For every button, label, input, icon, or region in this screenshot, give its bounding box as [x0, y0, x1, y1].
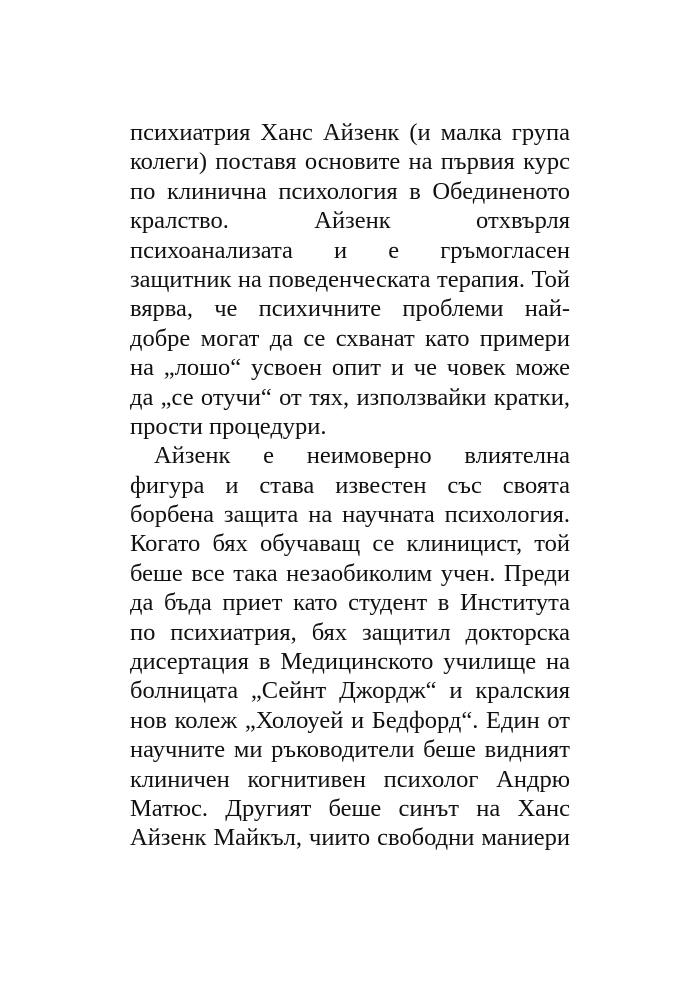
body-text	[130, 118, 570, 853]
text-line: психоанализата и е гръмогласен	[130, 236, 570, 264]
text-line: да „се отучи“ от тях, използвайки кратки,	[130, 383, 570, 411]
text-line: Айзенк е неимоверно влиятелна	[154, 442, 570, 470]
text-line: клиничен когнитивен психолог Андрю	[130, 765, 570, 793]
text-line: Айзенк Майкъл, чиито свободни маниери	[130, 824, 570, 852]
text-line: колеги) поставя основите на първия курс	[130, 148, 570, 176]
text-line: вярва, че психичните проблеми най-	[130, 295, 570, 323]
text-line: прости процедури.	[130, 412, 327, 440]
text-line: на „лошо“ усвоен опит и че човек може	[130, 354, 570, 382]
text-line: Матюс. Другият беше синът на Ханс	[130, 794, 570, 822]
text-line: болницата „Сейнт Джордж“ и кралския	[130, 677, 570, 705]
text-line: кралство. Айзенк отхвърля	[130, 207, 570, 235]
text-line: Когато бях обучаващ се клиницист, той	[130, 530, 570, 558]
text-line: нов колеж „Холоуей и Бедфорд“. Един от	[130, 706, 570, 734]
text-line: по психиатрия, бях защитил докторска	[130, 618, 570, 646]
text-line: фигура и става известен със своята	[130, 471, 570, 499]
text-line: защитник на поведенческата терапия. Той	[130, 265, 570, 293]
text-line: по клинична психология в Обединеното	[130, 177, 570, 205]
text-line: научните ми ръководители беше видният	[130, 736, 570, 764]
text-line: да бъда приет като студент в Института	[130, 589, 570, 617]
paragraph-1	[130, 118, 570, 441]
text-line: борбена защита на научната психология.	[130, 501, 570, 529]
paragraph-2	[130, 441, 570, 852]
text-line: психиатрия Ханс Айзенк (и малка група	[130, 119, 570, 146]
text-line: добре могат да се схванат като примери	[130, 324, 570, 352]
text-line: дисертация в Медицинското училище на	[130, 648, 570, 676]
text-line: беше все така незаобиколим учен. Преди	[130, 559, 570, 587]
